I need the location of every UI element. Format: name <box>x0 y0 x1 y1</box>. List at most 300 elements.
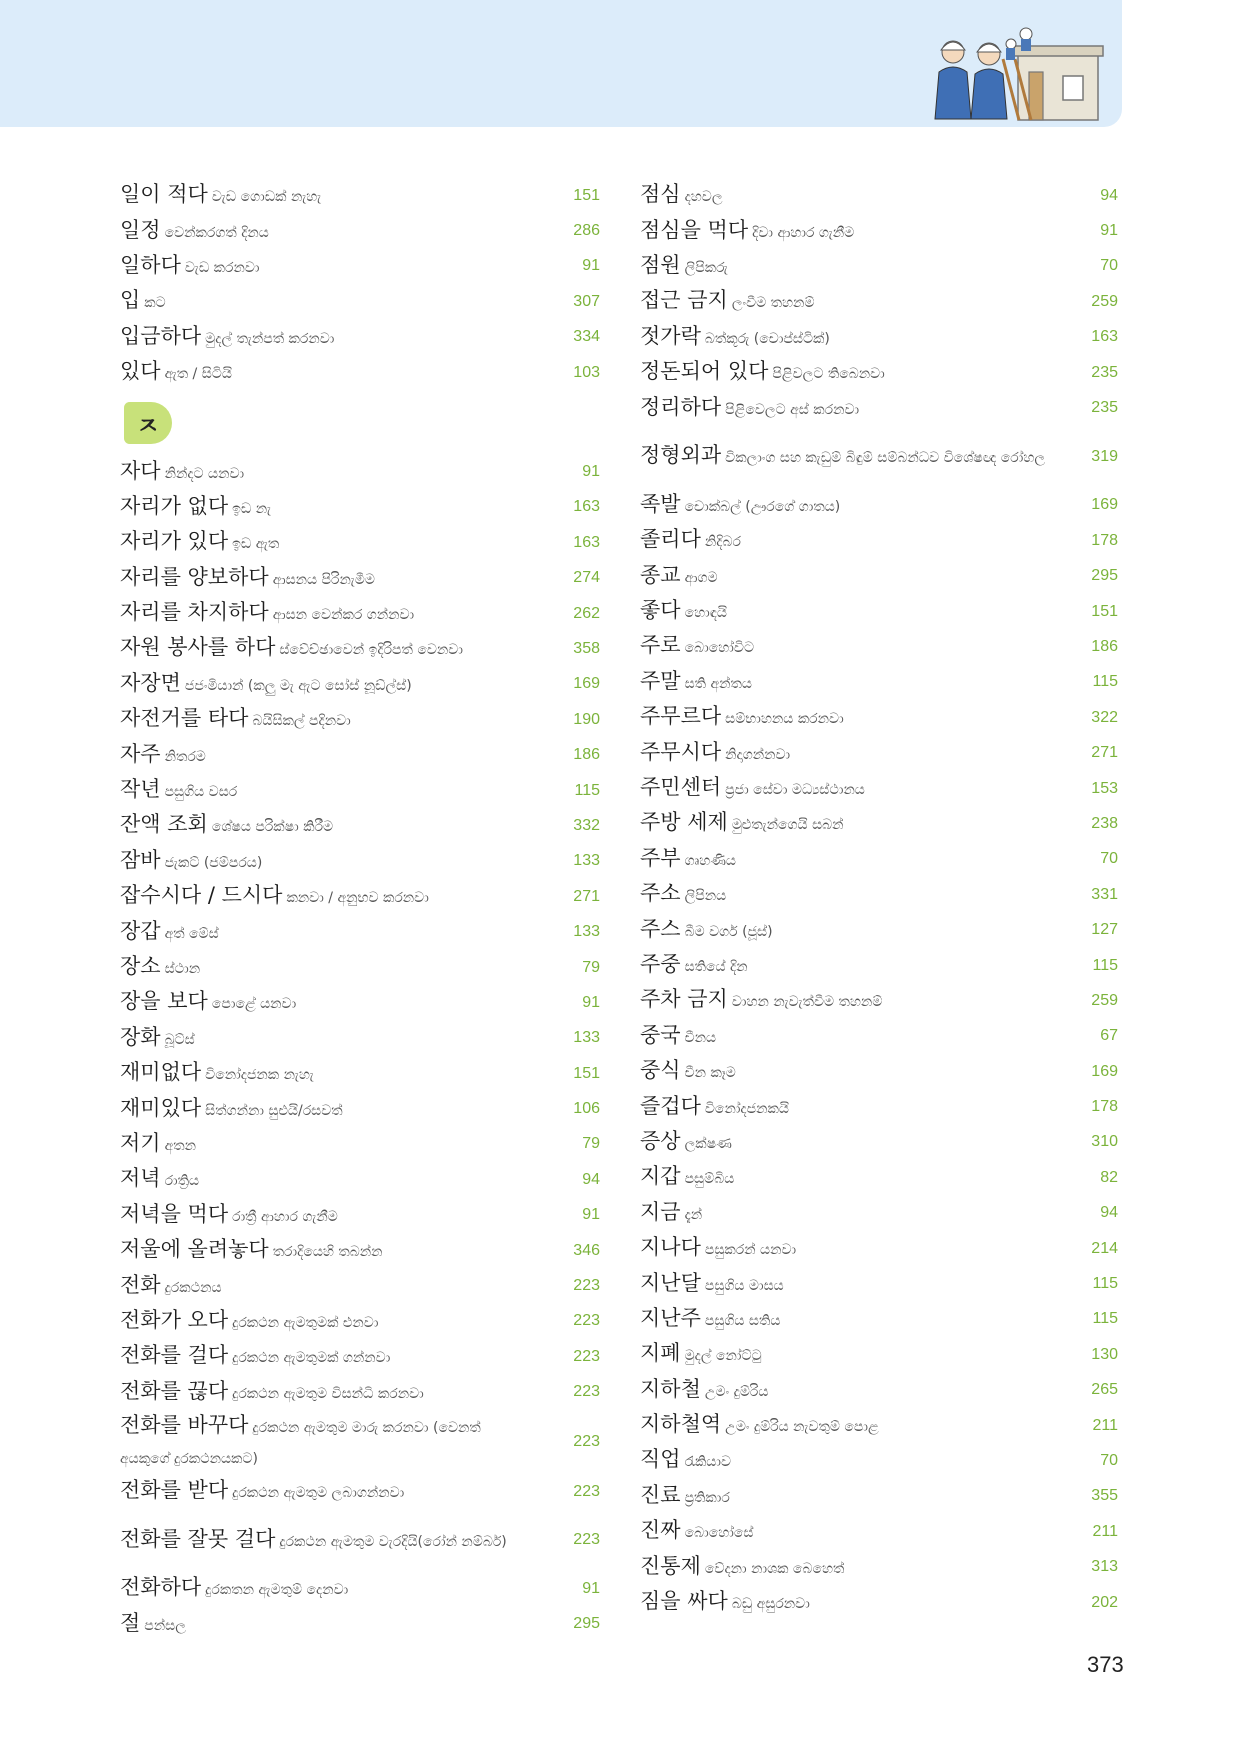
sinhala-translation: දුරකථන ඇමතුම වැරදියි(රෝන් නම්බර්) <box>279 1533 507 1550</box>
sinhala-translation: විනෝදජනක නැහැ <box>205 1067 314 1084</box>
korean-term: 즐겁다 <box>640 1093 701 1118</box>
korean-term: 저녁 <box>120 1166 161 1191</box>
index-entry <box>640 1373 1118 1408</box>
index-entry <box>120 844 600 879</box>
sinhala-translation: පන්සල <box>144 1617 186 1634</box>
index-entry <box>120 950 600 985</box>
korean-term: 자리가 있다 <box>120 529 229 554</box>
page-reference: 133 <box>573 923 600 941</box>
section-letter-badge: ㅈ <box>124 402 172 444</box>
sinhala-translation: සිත්ගන්නා සුළුයි/රසවත් <box>205 1102 343 1119</box>
index-entry <box>640 983 1118 1018</box>
sinhala-translation: සම්භාහනය කරනවා <box>725 711 844 728</box>
page-reference: 130 <box>1091 1345 1118 1363</box>
page-reference: 151 <box>1091 602 1118 620</box>
korean-term: 종교 <box>640 562 681 587</box>
korean-term: 전화를 끊다 <box>120 1378 229 1403</box>
korean-term: 전화를 걸다 <box>120 1343 229 1368</box>
index-entry <box>120 284 600 319</box>
page-reference: 79 <box>582 1135 600 1153</box>
korean-term: 장화 <box>120 1024 161 1049</box>
korean-term: 졸리다 <box>640 527 701 552</box>
index-column-right <box>640 178 1118 1620</box>
index-entry <box>640 594 1118 629</box>
index-entry <box>120 808 600 843</box>
korean-term: 저녁을 먹다 <box>120 1201 229 1226</box>
korean-term: 작년 <box>120 777 161 802</box>
page-reference: 94 <box>582 1170 600 1188</box>
sinhala-translation: පොළේ යනවා <box>211 996 297 1013</box>
korean-term: 전화 <box>120 1272 161 1297</box>
korean-term: 자전거를 타다 <box>120 706 249 731</box>
page-reference: 214 <box>1091 1239 1118 1257</box>
index-entry <box>120 454 600 489</box>
sinhala-translation: මුදල් තැන්පත් කරනවා <box>205 330 335 347</box>
sinhala-translation: දුරකථන ඇමතුම විසන්ධි කරනවා <box>232 1385 424 1402</box>
index-entry <box>120 1375 600 1410</box>
page-reference: 151 <box>573 1064 600 1082</box>
index-entry <box>640 1443 1118 1478</box>
page-reference: 319 <box>1091 447 1118 465</box>
page-reference: 223 <box>573 1277 600 1295</box>
sinhala-translation: තරාදියෙහි තබන්න <box>272 1244 383 1261</box>
korean-term: 지폐 <box>640 1341 681 1366</box>
index-entry <box>640 1408 1118 1443</box>
page-reference: 262 <box>573 604 600 622</box>
index-entry <box>120 490 600 525</box>
sinhala-translation: ආගම <box>684 569 718 586</box>
korean-term: 젓가락 <box>640 323 701 348</box>
index-entry <box>120 1091 600 1126</box>
index-entry <box>640 1337 1118 1372</box>
korean-term: 전화를 바꾸다 <box>120 1412 249 1437</box>
korean-term: 주로 <box>640 633 681 658</box>
index-entry <box>120 1233 600 1268</box>
page-reference: 202 <box>1091 1593 1118 1611</box>
index-entry <box>640 1585 1118 1620</box>
page-reference: 295 <box>1091 567 1118 585</box>
page-reference: 82 <box>1100 1168 1118 1186</box>
index-entry <box>120 1509 600 1571</box>
korean-term: 전화가 오다 <box>120 1307 229 1332</box>
korean-term: 입 <box>120 288 141 313</box>
sinhala-translation: බූට්ස් <box>164 1031 195 1048</box>
index-entry <box>640 1125 1118 1160</box>
sinhala-translation: දිවා ආහාර ගැනීම <box>752 224 855 241</box>
page-reference: 70 <box>1100 257 1118 275</box>
index-entry <box>120 213 600 248</box>
page-number: 373 <box>1087 1652 1124 1677</box>
index-entry <box>640 426 1118 488</box>
sinhala-translation: වාහන නැවැත්වීම තහනම් <box>731 994 883 1011</box>
sinhala-translation: දුරකථන ඇමතුමක් ගන්නවා <box>232 1350 391 1367</box>
page-reference: 186 <box>1091 637 1118 655</box>
korean-term: 점심을 먹다 <box>640 217 749 242</box>
sinhala-translation: වේදනා නාශක බෙහෙත් <box>704 1560 845 1577</box>
page-reference: 153 <box>1091 779 1118 797</box>
sinhala-translation: වැඩ කරනවා <box>184 259 260 276</box>
korean-term: 주스 <box>640 916 681 941</box>
korean-term: 입금하다 <box>120 323 202 348</box>
page-reference: 115 <box>574 781 600 799</box>
page-reference: 211 <box>1092 1416 1118 1434</box>
page-reference: 322 <box>1091 708 1118 726</box>
sinhala-translation: ජජංමියාන් (කලු මැ ඇට සෝස් නූඩ්ල්ස්) <box>184 677 412 694</box>
page-reference: 91 <box>582 1579 600 1597</box>
page-reference: 151 <box>573 186 600 204</box>
sinhala-translation: කනවා / අනුභව කරනවා <box>286 890 429 907</box>
index-entry <box>640 355 1118 390</box>
index-entry <box>120 1410 600 1474</box>
page-reference: 115 <box>1092 956 1118 974</box>
sinhala-translation: විකලාංග සහ කැඩුම් බිඳුම් සම්බන්ධව විශේෂඥ රෝහල <box>725 450 1046 467</box>
sinhala-translation: ආසනය පිරිනැමීම <box>272 571 375 588</box>
index-entry <box>120 1339 600 1374</box>
index-entry <box>640 1266 1118 1301</box>
page-reference: 70 <box>1100 1451 1118 1469</box>
index-entry <box>120 355 600 390</box>
page-reference: 307 <box>573 292 600 310</box>
index-entry <box>120 561 600 596</box>
index-entry <box>120 1198 600 1233</box>
page-reference: 265 <box>1091 1381 1118 1399</box>
index-entry <box>120 1571 600 1606</box>
sinhala-translation: උමං දුම්රිය <box>704 1383 769 1400</box>
sinhala-translation: දැන් <box>684 1206 703 1223</box>
index-entry <box>640 1302 1118 1337</box>
index-entry <box>640 1231 1118 1266</box>
korean-term: 좋다 <box>640 598 681 623</box>
sinhala-translation: පසුගිය වසර <box>164 784 238 801</box>
index-entry <box>640 249 1118 284</box>
sinhala-translation: දුරකථන ඇමතුම ලබාගන්නවා <box>232 1485 405 1502</box>
page-reference: 310 <box>1091 1133 1118 1151</box>
sinhala-translation: වැඩ ගොඩක් නැහැ <box>211 189 322 206</box>
index-entry <box>640 1196 1118 1231</box>
sinhala-translation: කට <box>144 295 166 312</box>
page-reference: 186 <box>573 746 600 764</box>
index-entry <box>120 525 600 560</box>
index-entry <box>640 700 1118 735</box>
page-reference: 259 <box>1091 991 1118 1009</box>
index-entry <box>640 735 1118 770</box>
sinhala-translation: රැකියාව <box>684 1454 732 1471</box>
korean-term: 전화를 잘못 걸다 <box>120 1526 276 1551</box>
korean-term: 지금 <box>640 1199 681 1224</box>
sinhala-translation: ලක්ෂණ <box>684 1135 732 1152</box>
page-reference: 295 <box>573 1615 600 1633</box>
page-reference: 91 <box>582 1206 600 1224</box>
index-entry <box>640 1160 1118 1195</box>
page-reference: 332 <box>573 816 600 834</box>
index-entry <box>120 1607 600 1642</box>
sinhala-translation: නිදිබර <box>704 534 741 551</box>
sinhala-translation: රාත්‍රිය <box>164 1173 200 1190</box>
page-reference: 103 <box>573 363 600 381</box>
korean-term: 자다 <box>120 458 161 483</box>
korean-term: 재미있다 <box>120 1095 202 1120</box>
sinhala-translation: දුරකථන ඇමතුම මාරු කරනවා (වෙනත් අයකුගේ දුරකථනයකට) <box>120 1419 481 1467</box>
sinhala-translation: ලිපිනය <box>684 888 727 905</box>
index-entry <box>640 390 1118 425</box>
sinhala-translation: දහවල <box>684 189 723 206</box>
sinhala-translation: දුරකථනය <box>164 1279 222 1296</box>
index-entry <box>120 879 600 914</box>
index-entry <box>120 702 600 737</box>
korean-term: 진통제 <box>640 1553 701 1578</box>
page-reference: 115 <box>1092 1275 1118 1293</box>
page-reference: 169 <box>1091 496 1118 514</box>
index-entry <box>120 914 600 949</box>
index-entry <box>120 1268 600 1303</box>
sinhala-translation: පිළිවෙලට අස් කරනවා <box>725 401 860 418</box>
sinhala-translation: බොහෝසේ <box>684 1525 754 1542</box>
sinhala-translation: නිදාගන්නවා <box>725 746 791 763</box>
korean-term: 자주 <box>120 741 161 766</box>
index-entry <box>640 948 1118 983</box>
sinhala-translation: පිළිවලට තිබෙනවා <box>772 366 885 383</box>
korean-term: 자리가 없다 <box>120 493 229 518</box>
korean-term: 주부 <box>640 845 681 870</box>
korean-term: 지나다 <box>640 1235 701 1260</box>
korean-term: 자리를 차지하다 <box>120 600 269 625</box>
korean-term: 정리하다 <box>640 394 722 419</box>
korean-term: 증상 <box>640 1128 681 1153</box>
page-reference: 235 <box>1091 399 1118 417</box>
sinhala-translation: මුළුතැන්ගෙයි සබන් <box>731 817 844 834</box>
page-reference: 91 <box>582 993 600 1011</box>
sinhala-translation: ලිපිකරු <box>684 259 728 276</box>
page-reference: 331 <box>1091 885 1118 903</box>
sinhala-translation: චීනය <box>684 1029 717 1046</box>
korean-term: 주민센터 <box>640 775 722 800</box>
sinhala-translation: හොඳයි <box>684 605 727 622</box>
sinhala-translation: බයිසිකල් පදිනවා <box>252 713 351 730</box>
korean-term: 지난달 <box>640 1270 701 1295</box>
korean-term: 주무시다 <box>640 739 722 764</box>
page-reference: 223 <box>573 1531 600 1549</box>
sinhala-translation: දුරකතන ඇමතුම් දෙනවා <box>205 1582 349 1599</box>
korean-term: 중국 <box>640 1022 681 1047</box>
index-entry <box>640 771 1118 806</box>
page-reference: 163 <box>1091 328 1118 346</box>
index-entry <box>640 629 1118 664</box>
korean-term: 정돈되어 있다 <box>640 359 769 384</box>
index-entry <box>640 877 1118 912</box>
index-entry <box>640 523 1118 558</box>
sinhala-translation: බොහෝවිට <box>684 640 755 657</box>
korean-term: 정형외과 <box>640 443 722 468</box>
page-reference: 94 <box>1100 186 1118 204</box>
sinhala-translation: ඉඩ ඇත <box>232 536 280 553</box>
index-entry <box>120 1021 600 1056</box>
page-reference: 91 <box>582 463 600 481</box>
page-reference: 133 <box>573 1029 600 1047</box>
index-entry <box>120 249 600 284</box>
index-entry <box>640 1479 1118 1514</box>
index-entry <box>120 631 600 666</box>
korean-term: 점원 <box>640 252 681 277</box>
page-reference: 127 <box>1091 921 1118 939</box>
page-reference: 106 <box>573 1100 600 1118</box>
page-reference: 67 <box>1100 1027 1118 1045</box>
index-entry <box>640 320 1118 355</box>
korean-term: 일이 적다 <box>120 182 208 207</box>
index-entry <box>640 1089 1118 1124</box>
sinhala-translation: ඇත / සිටියි <box>164 366 232 383</box>
page-reference: 223 <box>573 1383 600 1401</box>
sinhala-translation: වෙන්කරගත් දිනය <box>164 224 269 241</box>
korean-term: 잡수시다 / 드시다 <box>120 883 283 908</box>
sinhala-translation: ඉඩ නැ <box>232 500 271 517</box>
sinhala-translation: විනෝදජනකයි <box>704 1100 789 1117</box>
page-reference: 223 <box>573 1312 600 1330</box>
index-entry <box>640 1054 1118 1089</box>
page-reference: 223 <box>573 1432 600 1450</box>
sinhala-translation: දුරකථන ඇමතුමක් එනවා <box>232 1314 379 1331</box>
page-reference: 235 <box>1091 363 1118 381</box>
page-reference: 115 <box>1092 673 1118 691</box>
sinhala-translation: බීම වර්ග (ජූස්) <box>684 923 773 940</box>
page-reference: 223 <box>573 1482 600 1500</box>
index-entry <box>120 1474 600 1509</box>
korean-term: 전화하다 <box>120 1575 202 1600</box>
index-entry <box>640 842 1118 877</box>
index-entry <box>640 912 1118 947</box>
sinhala-translation: උමං දුම්රිය නැවතුම් පොළ <box>725 1419 879 1436</box>
korean-term: 잔액 조회 <box>120 812 208 837</box>
index-entry <box>120 985 600 1020</box>
page-reference: 91 <box>582 257 600 275</box>
sinhala-translation: පසුගිය මාසය <box>704 1277 784 1294</box>
index-column-left <box>120 178 600 1642</box>
page-reference: 313 <box>1091 1558 1118 1576</box>
index-entry <box>640 178 1118 213</box>
page-reference: 163 <box>573 498 600 516</box>
index-entry <box>120 667 600 702</box>
korean-term: 장소 <box>120 954 161 978</box>
korean-term: 중식 <box>640 1058 681 1083</box>
index-entry <box>640 559 1118 594</box>
page-reference: 178 <box>1091 531 1118 549</box>
sinhala-translation: චොක්බල් (ඌරගේ ගාතය) <box>684 498 841 515</box>
index-entry <box>120 773 600 808</box>
korean-term: 주차 금지 <box>640 987 728 1012</box>
korean-term: 지하철역 <box>640 1412 722 1437</box>
sinhala-translation: ස්වේච්ඡාවෙන් ඉදිරිපත් වෙනවා <box>279 642 463 659</box>
korean-term: 자리를 양보하다 <box>120 564 269 589</box>
page-reference: 178 <box>1091 1098 1118 1116</box>
page-reference: 211 <box>1092 1522 1118 1540</box>
index-entry <box>120 1127 600 1162</box>
page-reference: 334 <box>573 328 600 346</box>
korean-term: 장을 보다 <box>120 989 208 1014</box>
index-entry <box>640 284 1118 319</box>
korean-term: 진료 <box>640 1482 681 1507</box>
sinhala-translation: ප්‍රතිකාර <box>684 1489 730 1506</box>
sinhala-translation: චීන කෑම <box>684 1065 736 1082</box>
sinhala-translation: ශේෂය පරික්ෂා කිරීම <box>211 819 334 836</box>
page-reference: 133 <box>573 852 600 870</box>
index-entry <box>640 213 1118 248</box>
korean-term: 장갑 <box>120 918 161 943</box>
korean-term: 주중 <box>640 952 681 976</box>
korean-term: 점심 <box>640 182 681 207</box>
sinhala-translation: ප්‍රජා සේවා මධ්‍යස්ථානය <box>725 782 865 799</box>
sinhala-translation: අතන <box>164 1137 196 1154</box>
index-entry <box>640 1514 1118 1549</box>
index-entry <box>120 1162 600 1197</box>
index-entry <box>120 596 600 631</box>
page-reference: 79 <box>582 958 600 976</box>
korean-term: 주소 <box>640 881 681 906</box>
sinhala-translation: මුදල් නෝට්ටු <box>684 1348 762 1365</box>
korean-term: 있다 <box>120 359 161 384</box>
korean-term: 지하철 <box>640 1376 701 1401</box>
page-reference: 169 <box>1091 1062 1118 1080</box>
index-entry <box>640 806 1118 841</box>
page-reference: 238 <box>1091 814 1118 832</box>
korean-term: 주무르다 <box>640 704 722 729</box>
index-entry <box>120 178 600 213</box>
sinhala-translation: පසුම්බිය <box>684 1171 735 1188</box>
index-entry <box>120 1304 600 1339</box>
page-reference: 223 <box>573 1347 600 1365</box>
sinhala-translation: ආසන වෙන්කර ගන්නවා <box>272 607 415 624</box>
sinhala-translation: බඩු අසුරනවා <box>731 1596 810 1613</box>
page-reference: 115 <box>1092 1310 1118 1328</box>
page-reference: 259 <box>1091 292 1118 310</box>
index-entry <box>640 488 1118 523</box>
sinhala-translation: රාත්‍රී ආහාර ගැනීම <box>232 1208 338 1225</box>
index-entry <box>120 320 600 355</box>
index-entry <box>120 737 600 772</box>
sinhala-translation: ජැකට් (ජම්පරය) <box>164 854 263 871</box>
sinhala-translation: සතියේ දින <box>684 959 748 975</box>
page-reference: 94 <box>1100 1204 1118 1222</box>
korean-term: 주말 <box>640 668 681 693</box>
korean-term: 지난주 <box>640 1305 701 1330</box>
sinhala-translation: ලංවීම තහනම් <box>731 295 815 312</box>
page-reference: 346 <box>573 1241 600 1259</box>
index-entry <box>640 1549 1118 1584</box>
page-reference: 163 <box>573 533 600 551</box>
korean-term: 일하다 <box>120 252 181 277</box>
korean-term: 자원 봉사를 하다 <box>120 635 276 660</box>
korean-term: 잠바 <box>120 847 161 872</box>
index-entry <box>640 665 1118 700</box>
korean-term: 주방 세제 <box>640 810 728 835</box>
page-reference: 91 <box>1100 222 1118 240</box>
korean-term: 접근 금지 <box>640 288 728 313</box>
korean-term: 저울에 올려놓다 <box>120 1237 269 1262</box>
page-reference: 271 <box>1091 744 1118 762</box>
page-reference: 358 <box>573 639 600 657</box>
korean-term: 짐을 싸다 <box>640 1589 728 1614</box>
page-reference: 169 <box>573 675 600 693</box>
page-reference: 355 <box>1091 1487 1118 1505</box>
sinhala-translation: බත්කූරු (චොප්ස්ටික්) <box>704 330 830 347</box>
korean-term: 일정 <box>120 217 161 242</box>
korean-term: 자장면 <box>120 670 181 695</box>
sinhala-translation: සති අන්තය <box>684 675 752 692</box>
sinhala-translation: ස්ථාන <box>164 961 201 977</box>
korean-term: 전화를 받다 <box>120 1478 229 1503</box>
korean-term: 진짜 <box>640 1518 681 1543</box>
page-reference: 190 <box>573 710 600 728</box>
index-entry <box>640 1019 1118 1054</box>
korean-term: 직업 <box>640 1447 681 1472</box>
